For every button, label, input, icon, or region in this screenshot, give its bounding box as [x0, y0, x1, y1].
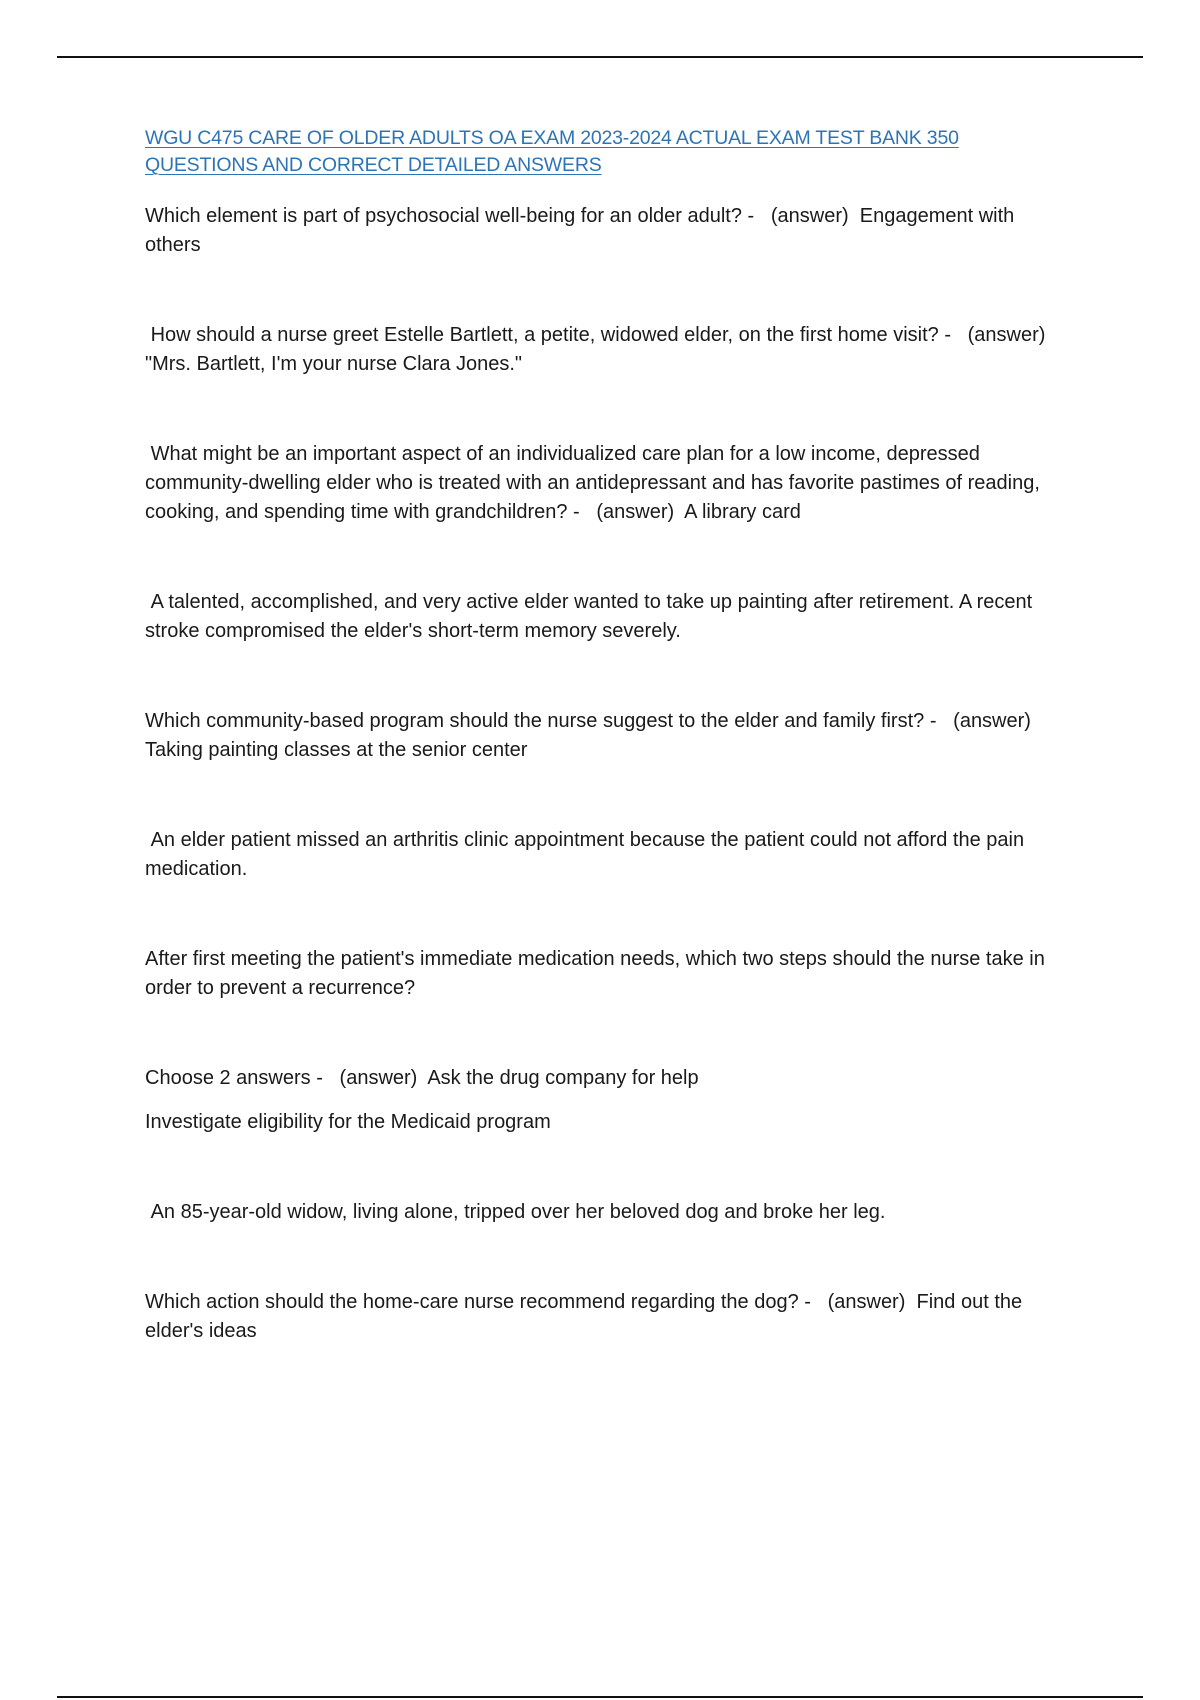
qa-paragraph: Which action should the home-care nurse recommend regarding the dog? - (answer) Find out the elder's ideas [145, 1291, 1028, 1342]
qa-paragraph: Which community-based program should the nurse suggest to the elder and family first? - (answer) Taking painting classes at the senior center [145, 710, 1042, 761]
qa-paragraph: Choose 2 answers - (answer) Ask the drug company for help [145, 1067, 699, 1089]
scenario-paragraph: An elder patient missed an arthritis clinic appointment because the patient could not afford the pain medication. [145, 829, 1030, 880]
qa-paragraph: What might be an important aspect of an individualized care plan for a low income, depressed community-dwelling elder who is treated with an antidepressant and has favorite pastimes of reading, cooking, and spending time with grandchildren? - (answer) A library card [145, 443, 1046, 523]
answer-paragraph: Investigate eligibility for the Medicaid program [145, 1111, 551, 1133]
scenario-paragraph: An 85-year-old widow, living alone, tripped over her beloved dog and broke her leg. [145, 1201, 886, 1223]
scenario-paragraph: A talented, accomplished, and very active elder wanted to take up painting after retirement. A recent stroke compromised the elder's short-term memory severely. [145, 591, 1038, 642]
qa-paragraph: How should a nurse greet Estelle Bartlett, a petite, widowed elder, on the first home visit? - (answer) "Mrs. Bartlett, I'm your nurse Clara Jones." [145, 324, 1057, 375]
document-body [145, 125, 1075, 1346]
document-title-link[interactable]: WGU C475 CARE OF OLDER ADULTS OA EXAM 2023-2024 ACTUAL EXAM TEST BANK 350 QUESTIONS AND CORRECT DETAILED ANSWERS [145, 127, 959, 176]
bottom-rule [57, 1696, 1143, 1698]
qa-paragraph: Which element is part of psychosocial well-being for an older adult? - (answer) Engagement with others [145, 205, 1020, 256]
top-rule [57, 56, 1143, 58]
question-paragraph: After first meeting the patient's immediate medication needs, which two steps should the nurse take in order to prevent a recurrence? [145, 948, 1051, 999]
